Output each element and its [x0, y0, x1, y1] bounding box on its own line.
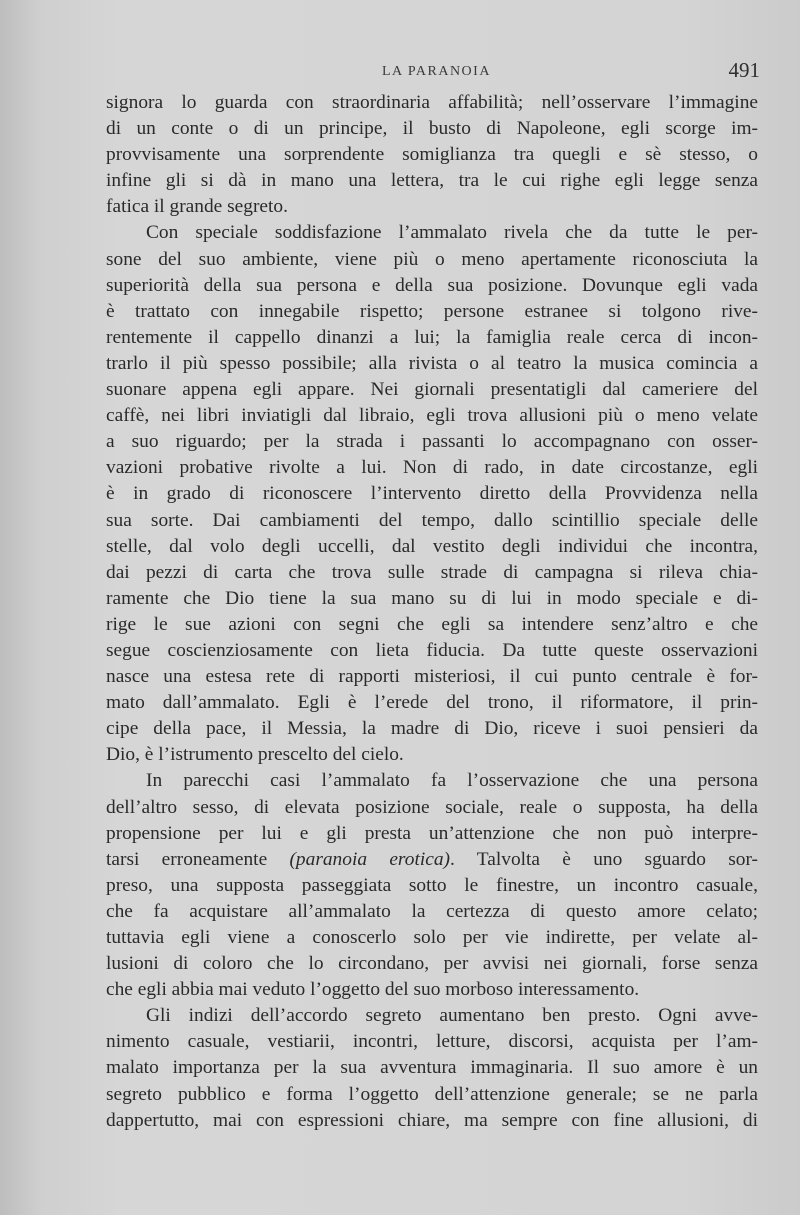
text-line: dappertutto, mai con espressioni chiare, ma sempre con fine allusioni, di	[106, 1109, 758, 1131]
text-segment: tarsi erroneamente	[106, 848, 290, 870]
text-line: è trattato con innegabile rispetto; persone estranee si tolgono rive-	[106, 300, 758, 322]
text-line: dell’altro sesso, di elevata posizione sociale, reale o supposta, ha della	[106, 796, 758, 818]
text-line: che egli abbia mai veduto l’oggetto del suo morboso interessamento.	[106, 979, 640, 1001]
text-line: suonare appena egli appare. Nei giornali presentatigli dal cameriere del	[106, 379, 758, 401]
text-line: malato importanza per la sua avventura immaginaria. Il suo amore è un	[106, 1057, 758, 1079]
text-line: ramente che Dio tiene la sua mano su di lui in modo speciale e di-	[106, 587, 758, 609]
text-line: mato dall’ammalato. Egli è l’erede del trono, il riformatore, il prin-	[106, 692, 758, 714]
text-line: trarlo il più spesso possibile; alla rivista o al teatro la musica comincia a	[106, 352, 758, 374]
running-title: LA PARANOIA	[382, 64, 491, 79]
text-line: vazioni probative rivolte a lui. Non di rado, in date circostanze, egli	[106, 457, 758, 479]
text-line: infine gli si dà in mano una lettera, tra le cui righe egli legge senza	[106, 170, 758, 192]
text-line: sua sorte. Dai cambiamenti del tempo, dallo scintillio speciale delle	[106, 509, 758, 531]
text-line: nasce una estesa rete di rapporti misteriosi, il cui punto centrale è for-	[106, 666, 758, 688]
text-line: cipe della pace, il Messia, la madre di Dio, riceve i suoi pensieri da	[106, 718, 758, 740]
text-line: è in grado di riconoscere l’intervento diretto della Provvidenza nella	[106, 483, 758, 505]
text-line: che fa acquistare all’ammalato la certezza di questo amore celato;	[106, 900, 758, 922]
text-line: rige le sue azioni con segni che egli sa intendere senz’altro e che	[106, 613, 758, 635]
text-line: segue coscienziosamente con lieta fiducia. Da tutte queste osservazioni	[106, 639, 758, 661]
text-line	[106, 847, 758, 873]
text-line: In parecchi casi l’ammalato fa l’osservazione che una persona	[146, 770, 758, 792]
text-line: caffè, nei libri inviatigli dal libraio, egli trova allusioni più o meno velate	[106, 405, 758, 427]
text-line: signora lo guarda con straordinaria affabilità; nell’osservare l’immagine	[106, 92, 758, 113]
text-line: provvisamente una sorprendente somiglianza tra quegli e sè stesso, o	[106, 144, 758, 166]
text-line: fatica il grande segreto.	[106, 196, 288, 218]
text-line: Gli indizi dell’accordo segreto aumentano ben presto. Ogni avve-	[146, 1005, 758, 1027]
text-line: superiorità della sua persona e della sua posizione. Dovunque egli vada	[106, 274, 758, 296]
page-number: 491	[728, 58, 760, 82]
text-line: rentemente il cappello dinanzi a lui; la famiglia reale cerca di incon-	[106, 326, 758, 348]
italic-term: (paranoia erotica)	[289, 848, 450, 870]
text-line: sone del suo ambiente, viene più o meno apertamente riconosciuta la	[106, 248, 758, 270]
body-text	[106, 90, 758, 1134]
text-line: Con speciale soddisfazione l’ammalato rivela che da tutte le per-	[146, 222, 758, 244]
text-line: dai pezzi di carta che trova sulle strade di campagna si rileva chia-	[106, 561, 758, 583]
page-header	[100, 56, 760, 86]
text-line: Dio, è l’istrumento prescelto del cielo.	[106, 744, 404, 766]
text-line: lusioni di coloro che lo circondano, per avvisi nei giornali, forse senza	[106, 953, 758, 975]
text-line: di un conte o di un principe, il busto di Napoleone, egli scorge im-	[106, 118, 758, 140]
text-line: preso, una supposta passeggiata sotto le finestre, un incontro casuale,	[106, 874, 758, 896]
text-line: stelle, dal volo degli uccelli, dal vestito degli individui che incontra,	[106, 535, 758, 557]
text-segment: . Talvolta è uno sguardo sor-	[449, 848, 758, 870]
text-line: a suo riguardo; per la strada i passanti lo accompagnano con osser-	[106, 431, 758, 453]
text-line: segreto pubblico e forma l’oggetto dell’attenzione generale; se ne parla	[106, 1083, 758, 1105]
text-line: propensione per lui e gli presta un’attenzione che non può interpre-	[106, 822, 758, 844]
text-line: nimento casuale, vestiarii, incontri, letture, discorsi, acquista per l’am-	[106, 1031, 758, 1053]
text-line: tuttavia egli viene a conoscerlo solo per vie indirette, per velate al-	[106, 927, 758, 948]
